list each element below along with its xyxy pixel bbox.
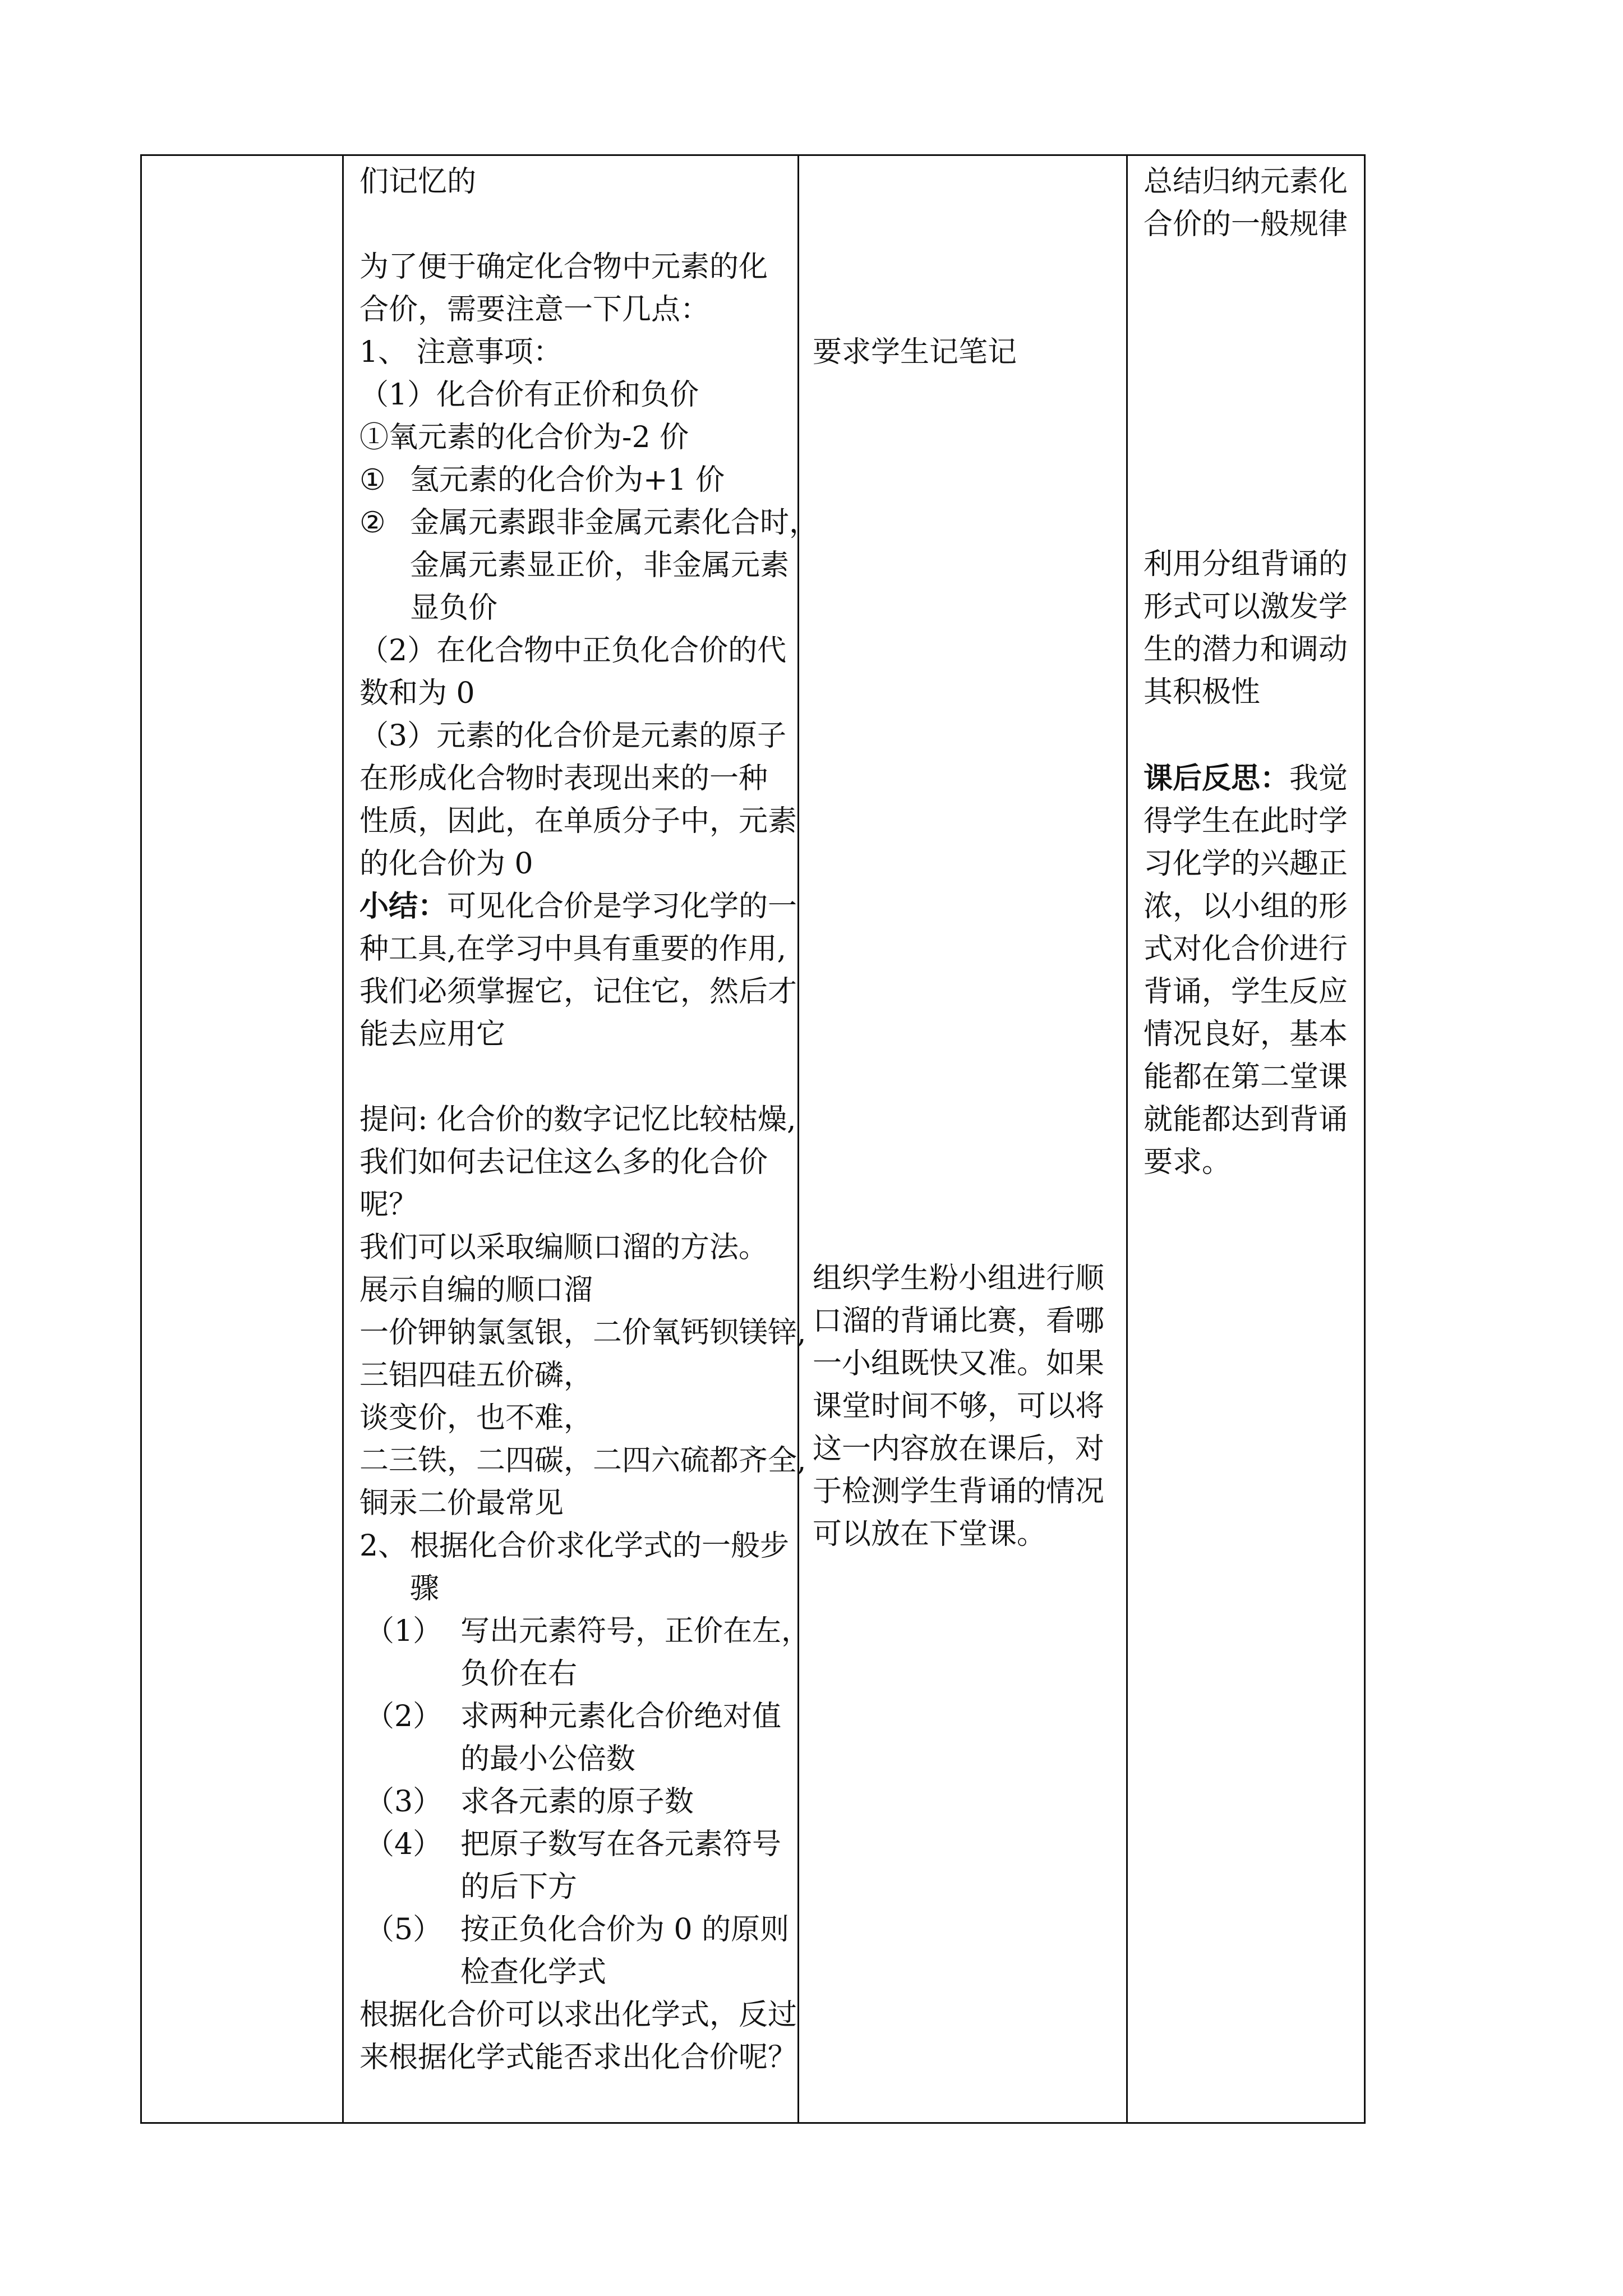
content-line: 检查化学式 [460,1955,607,1989]
content-line: 显负价 [410,591,498,625]
content-line: 按正负化合价为 0 的原则 [460,1913,790,1947]
list-marker: ② [359,506,386,540]
content-line: 数和为 0 [359,677,475,710]
list-item [359,1908,797,1951]
content-line: 可以放在下堂课。 [813,1517,1046,1551]
content-line: 可见化合价是学习化学的一 [447,890,797,923]
list-item [359,1610,811,1653]
content-line: 骤 [410,1572,440,1605]
content-line: 根据化合价可以求出化学式，反过 [359,1998,797,2032]
content-line: 为了便于确定化合物中元素的化 [359,250,768,284]
list-marker: （3） [365,1785,442,1819]
list-marker: 2、 [359,1529,408,1563]
rhyme-line: 三铝四硅五价磷， [359,1359,593,1392]
content-line: 合价，需要注意一下几点： [359,293,710,326]
content-line: 氢元素的化合价为+1 价 [410,463,725,497]
reflection-block [1144,757,1348,1184]
content-line: 浓，以小组的形 [1144,890,1348,923]
content-line: 于检测学生背诵的情况 [813,1475,1105,1508]
content-line: ①氧元素的化合价为-2 价 [359,421,689,454]
content-line: 负价在右 [460,1657,578,1691]
summary-line [359,885,797,928]
content-line: 我觉 [1289,762,1348,795]
teaching-content-cell [343,155,819,2123]
list-item [359,501,819,544]
content-line: 形式可以激发学 [1144,590,1348,624]
lesson-plan-table [140,154,1366,2124]
content-line: 就能都达到背诵 [1144,1103,1348,1137]
content-line: 种工具,在学习中具有重要的作用, [359,932,787,966]
content-line: 我们必须掌握它，记住它，然后才 [359,975,797,1009]
section-heading [359,1525,797,1567]
content-line: 一小组既快又准。如果 [813,1347,1105,1381]
group-recite-block [1144,543,1348,714]
list-item [359,459,797,501]
table-row [141,155,1365,2123]
design-intent-cell [1127,155,1365,2123]
content-line: 合价的一般规律 [1144,208,1348,241]
content-line: 口溜的背诵比赛，看哪 [813,1304,1105,1338]
list-marker: （2） [365,1700,442,1733]
content-line: 写出元素符号，正价在左， [460,1614,811,1648]
content-line: 式对化合价进行 [1144,932,1348,966]
content-line: 要求。 [1144,1145,1232,1179]
content-line: 利用分组背诵的 [1144,547,1348,581]
content-line: 习化学的兴趣正 [1144,847,1348,881]
content-line: 根据化合价求化学式的一般步 [410,1529,790,1563]
content-line: 金属元素显正价，非金属元素 [410,549,790,582]
content-line: 呢？ [359,1188,418,1222]
list-item [359,1780,797,1823]
content-line: 我们可以采取编顺口溜的方法。 [359,1231,768,1264]
content-line: 组织学生粉小组进行顺 [813,1262,1105,1295]
content-line: 这一内容放在课后，对 [813,1432,1105,1466]
content-line: （2）在化合物中正负化合价的代 [359,634,787,668]
blank-column-cell [141,155,343,2123]
content-line: 我们如何去记住这么多的化合价 [359,1145,768,1179]
content-line: 展示自编的顺口溜 [359,1273,593,1307]
list-item [359,1695,797,1738]
content-line: 来根据化学式能否求出化合价呢？ [359,2041,797,2074]
content-line: 要求学生记笔记 [813,335,1017,369]
content-line: 求两种元素化合价绝对值 [460,1700,782,1733]
content-line: 生的潜力和调动 [1144,633,1348,666]
content-line: 能去应用它 [359,1018,506,1051]
content-line: 提问: 化合价的数字记忆比较枯燥, [359,1103,796,1137]
content-line: （3）元素的化合价是元素的原子 [359,719,787,753]
content-line: 背诵，学生反应 [1144,975,1348,1009]
reflection-line [1144,757,1348,800]
list-marker: ① [359,463,386,497]
rhyme-line: 谈变价，也不难， [359,1401,593,1435]
section-heading: 1、 注意事项： [359,335,562,369]
rhyme-line: 二三铁，二四碳，二四六硫都齐全, [359,1444,806,1478]
reflection-label: 课后反思： [1144,761,1290,795]
content-line: 求各元素的原子数 [460,1785,694,1819]
content-line: 把原子数写在各元素符号 [460,1828,782,1861]
student-activity-cell [799,155,1127,2123]
rhyme-line: 一价钾钠氯氢银，二价氧钙钡镁锌, [359,1316,806,1350]
content-line: （1）化合价有正价和负价 [359,378,699,412]
content-line: 的后下方 [460,1870,578,1904]
group-activity-block [813,1257,1104,1556]
content-line: 性质，因此，在单质分子中，元素 [359,804,797,838]
content-line: 其积极性 [1144,675,1261,709]
content-line: 的化合价为 0 [359,847,533,881]
content-line: 得学生在此时学 [1144,804,1348,838]
content-line: 总结归纳元素化 [1144,165,1348,199]
list-item [359,1823,797,1866]
content-line: 情况良好，基本 [1144,1018,1348,1051]
summary-label: 小结： [359,889,448,923]
content-line: 金属元素跟非金属元素化合时， [410,506,819,540]
content-line: 课堂时间不够，可以将 [813,1389,1105,1423]
list-marker: （1） [365,1614,442,1648]
content-line: 在形成化合物时表现出来的一种 [359,762,768,795]
list-marker: （5） [365,1913,442,1947]
rhyme-line: 铜汞二价最常见 [359,1487,564,1520]
content-line: 们记忆的 [359,165,477,199]
summary-block [1144,160,1348,246]
content-line: 能都在第二堂课 [1144,1060,1348,1094]
list-marker: （4） [365,1828,442,1861]
content-line: 的最小公倍数 [460,1742,636,1776]
